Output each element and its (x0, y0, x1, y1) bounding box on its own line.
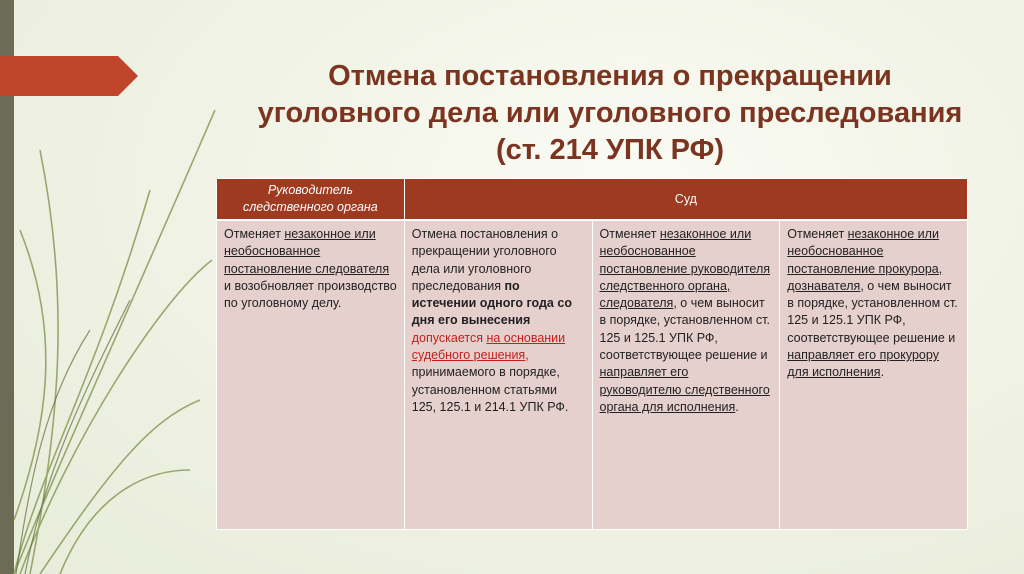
table-body-row (217, 220, 968, 530)
cell1-underlined-1: незаконное или необоснованное постановление следователя (224, 227, 390, 276)
header-investigation-head: Руководитель следственного органа (217, 179, 405, 221)
cell3-underlined-1: незаконное или необоснованное постановление руководителя следственного органа, следователя (599, 227, 771, 311)
cell2-red-2: , (525, 348, 529, 363)
cell4-text-2: , о чем выносит в порядке, установленном ст. 125 и 125.1 УПК РФ, соответствующее решение и (787, 278, 958, 345)
slide-title (230, 58, 990, 169)
table-header-row (217, 179, 968, 221)
cell1-text-2: и возобновляет производство по уголовному делу. (224, 278, 397, 311)
cell3-text-1: Отменяет (599, 227, 660, 241)
cell3-underlined-2: направляет его руководителю следственного органа для исполнения (599, 365, 770, 414)
cell-court-prosecutor (780, 220, 968, 530)
cell1-text-1: Отменяет (224, 227, 285, 241)
cell2-red-1: допускается (411, 330, 487, 345)
title-arrow-tab (0, 56, 138, 96)
title-line-2: уголовного дела или уголовного преследования (257, 97, 963, 129)
cell3-text-2: , о чем выносит в порядке, установленном ст. 125 и 125.1 УПК РФ, соответствующее решение и (599, 296, 770, 363)
cell-court-investigator (592, 220, 780, 530)
cell2-text-1: Отмена постановления о прекращении уголовного дела или уголовного преследования (411, 227, 559, 293)
cell4-underlined-1: незаконное или необоснованное постановление прокурора, дознавателя (787, 227, 943, 293)
cell4-text-3: . (880, 365, 885, 380)
cell2-red-underlined-1: на основании судебного решения (411, 330, 566, 363)
cell2-text-2: принимаемого в порядке, установленном статьями 125, 125.1 и 214.1 УПК РФ. (411, 365, 569, 414)
cell3-text-3: . (735, 399, 739, 414)
cell4-text-1: Отменяет (787, 227, 848, 241)
cell-court-cancellation (404, 220, 592, 530)
cell2-bold-1: по истечении одного года со дня его вынесения (411, 278, 572, 328)
cell4-underlined-2: направляет его прокурору для исполнения (787, 348, 939, 380)
comparison-table (216, 178, 968, 530)
title-line-1: Отмена постановления о прекращении (328, 60, 892, 92)
cell-investigation-head (217, 220, 405, 530)
header-court: Суд (404, 179, 967, 221)
title-line-3: (ст. 214 УПК РФ) (495, 134, 724, 166)
